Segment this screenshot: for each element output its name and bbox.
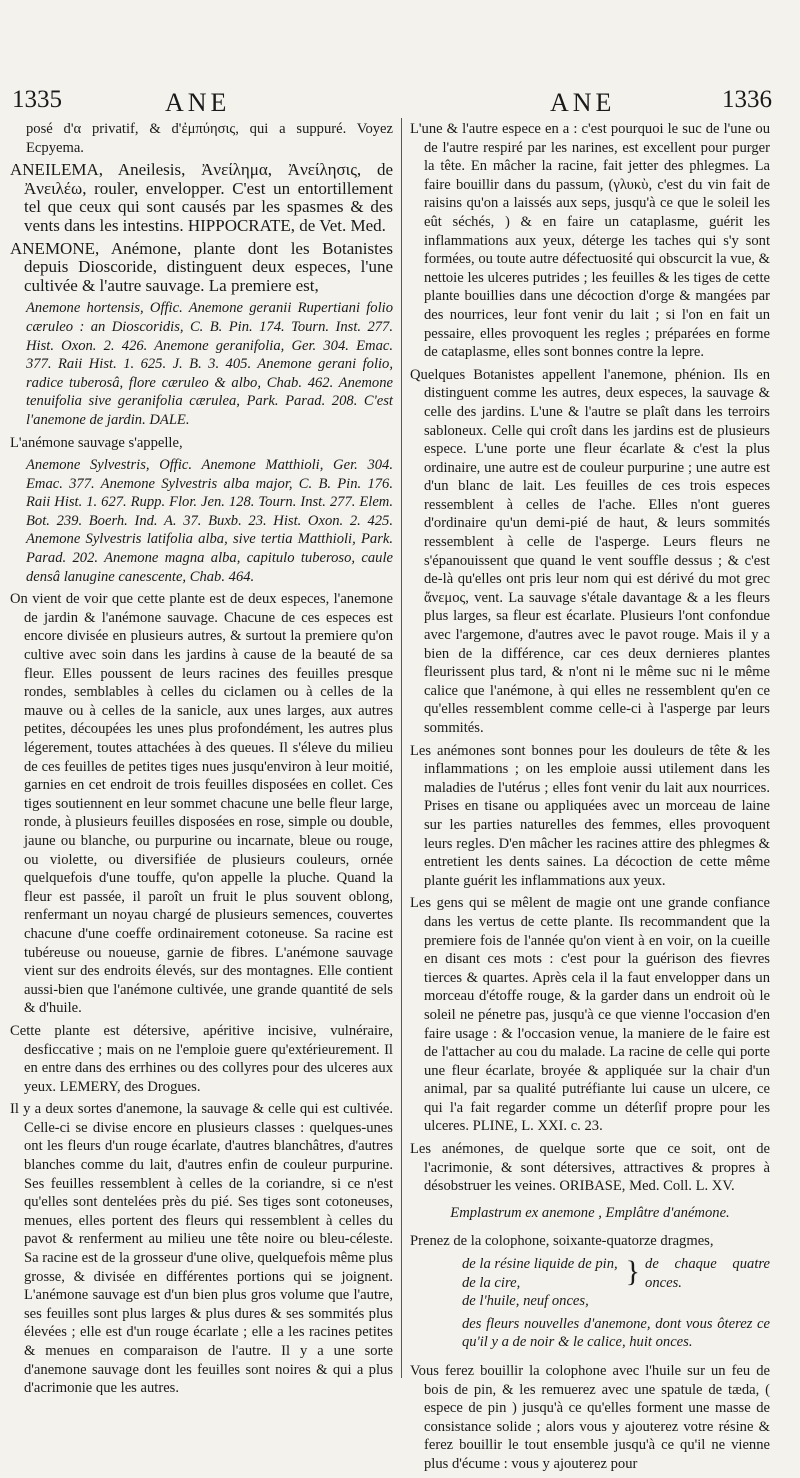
synonym-list: Anemone Sylvestris, Offic. Anemone Matthioli, Ger. 304. Emac. 377. Anemone Sylvestris alba major, C. B. Pin. 176. Raii Hist. 1. 627. Rupp. Flor. Jen. 128. Tourn. Inst. 277. Elem. Bot. 239. Boerh. Ind. A. 37. Buxb. 23. Hist. Oxon. 2. 425. Anemone Sylvestris latifolia alba, sive tertia Matthioli, Park. Parad. 202. Anemone magna alba, capitulo tuberoso, caule densâ lanugine canescente, Chab. 464. xyxy=(26,457,393,585)
brace-glyph: } xyxy=(625,1255,640,1289)
recipe-line: de la cire, xyxy=(462,1274,521,1291)
recipe-line: de la résine liquide de pin, xyxy=(462,1256,618,1273)
paragraph: posé d'α privatif, & d'ἐμπύησις, qui a suppuré. Voyez Ecpyema. xyxy=(26,121,393,156)
paragraph: Les gens qui se mêlent de magie ont une grande confiance dans les vertus de cette plante. Ils recommandent que la premiere fois de l'année qu'on vient à en voir, on la cueille en disant ces mots : c'est pour la guérison des fievres tierces & quartes. Après cela il la faut envelopper dans un morceau d'étoffe rouge, & la garder dans un endroit où le soleil ne pénetre pas, jusqu'à ce que vienne l'occasion d'en faire usage : & l'occasion venue, la maniere de le faire est de l'attacher au cou du malade. La racine de celle qui porte une fleur écarlate, broyée & appliquée sur la chair d'un animal, par sa qualité putréfiante lui cause un ulcere, ce qui l'a fait regarder comme un déterſif propre pour les ulceres. PLINE, L. XXI. c. 23. xyxy=(410,895,770,1135)
page-number-left: 1335 xyxy=(12,86,62,113)
entry-anemone: ANEMONE, Anémone, plante dont les Botanistes depuis Dioscoride, distinguent deux especes, l'une cultivée & l'autre sauvage. La premiere est, xyxy=(10,238,393,295)
paragraph: Quelques Botanistes appellent l'anemone, phénion. Ils en distinguent comme les autres, deux especes, la sauvage & celle des jardins. L'une & l'autre se plaît dans les terroirs sabloneux. Celle qui croît dans les jardins est de plusieurs espece. L'une porte une fleur écarlate & c'est la plus ordinaire, une autre est de couleur purpurine ; une autre est d'un blanc de lait. Les feuilles de ces trois especes ressemblent à celles de l'ache. Elles n'ont gueres d'ordinaire qu'un demi-pié de haut, & leurs sommités ressemblent à celle de l'asperge. Leurs fleurs ne s'épanouissent que quand le vent souffle dessus ; & c'est de-là qu'elles ont pris leur nom qui est dérivé du mot grec ἄνεμος, vent. La sauvage s'étale davantage & a les fleurs plus larges, sa fleur est écarlate. Plusieurs l'ont confondue avec l'argemone, d'autres avec le pavot rouge. Mais il y a bien de la différence, car ces deux dernieres plantes fleurissent plus tard, & n'ont ni le même suc ni le même calice que l'anémone, à qui elles ne ressemblent qu'en ce qu'elles ressemblent comme celle-ci à l'asperge par leurs sommités. xyxy=(410,366,770,736)
recipe-title: Emplastrum ex anemone , Emplâtre d'anémone. xyxy=(450,1204,730,1221)
paragraph: Il y a deux sortes d'anemone, la sauvage & celle qui est cultivée. Celle-ci se divise encore en plusieurs classes : quelques-unes ont les fleurs d'un rouge écarlate, d'autres blanchâtres, d'autres blanches comme du lait, d'autres enfin de couleur purpurine. Ses feuilles ressemblent à celles de la coriandre, si ce n'est qu'elles sont dentelées près du pié. Ses tiges sont cotoneuses, menues, elles portent des fleurs qui ressemblent à celles du pavot & renferment au milieu une tête noire ou bleu-céleste. Sa racine est de la grosseur d'une olive, quelquefois même plus grosse, & divisée en différentes portions qui se joignent. L'anémone sauvage est d'un bien plus gros volume que l'autre, ses feuilles sont plus larges & plus dures & ses sommités plus élevées ; elle est d'un rouge écarlate ; elle a les racines petites & menues en comparaison de l'autre. Il y a une sorte d'anemone sauvage dont les feuilles sont noires & qui a plus d'acrimonie que les autres. xyxy=(10,1101,393,1397)
running-title-left: ANE xyxy=(165,88,231,117)
paragraph: Vous ferez bouillir la colophone avec l'huile sur un feu de bois de pin, & les remuerez avec une spatule de tæda, ( espece de pin ) jusqu'à ce qu'elles forment une masse de consistance solide ; alors vous y ajouterez votre résine & ferez bouillir le tout ensemble jusqu'à ce qu'il ne vienne plus d'écume : vous y ajouterez pour xyxy=(410,1363,770,1472)
recipe-quantity: de chaque quatre onces. xyxy=(645,1256,770,1291)
entry-aneilema: ANEILEMA, Aneilesis, Ἀνείλημα, Ἀνείλησις, de Ἀνειλέω, rouler, envelopper. C'est un entortillement tel que ceux qui sont causés par les spasmes & des vents dans les intestins. HIPPOCRATE, de Vet. Med. xyxy=(10,160,393,235)
running-title-right: ANE xyxy=(550,88,616,117)
right-column xyxy=(410,120,770,1478)
paragraph: Les anémones, de quelque sorte que ce soit, ont de l'acrimonie, & sont détersives, attractives & propres à désobstruer les veines. ORIBASE, Med. Coll. L. XV. xyxy=(410,1141,770,1195)
paragraph: L'anémone sauvage s'appelle, xyxy=(10,434,183,451)
paragraph: Cette plante est détersive, apéritive incisive, vulnéraire, desficcative ; mais on ne l'emploie guere qu'extérieurement. Il en entre dans des errhines ou des collyres pour des ulceres aux yeux. LEMERY, des Drogues. xyxy=(10,1022,393,1095)
recipe-line: Prenez de la colophone, soixante-quatorze dragmes, xyxy=(410,1233,714,1250)
paragraph: L'une & l'autre espece en a : c'est pourquoi le suc de l'une ou de l'autre respiré par les narines, est excellent pour purger la tête. En mâcher la racine, fait jetter des phlegmes. La faire bouillir dans du passum, (γλυκὺ, c'est du vin fait de raisins qu'on a laissés aux seps, jusqu'à ce que le soleil les eût séchés, ) & en faire un cataplasme, guérit les inflammations aux yeux, déterge les taches qui s'y sont formées, ou toute autre défectuosité qui obscurcit la vue, & nettoie les ulceres putrides ; les feuilles & les tiges de cette plante bouillies dans une décoction d'orge & mangées par des nourrices, leur font venir du lait ; si l'on en fait un pessaire, elles provoquent les regles ; préparées en forme de cataplasme, elles sont bonnes contre la lepre. xyxy=(410,121,770,361)
page-number-right: 1336 xyxy=(722,86,772,113)
paragraph: Les anémones sont bonnes pour les douleurs de tête & les inflammations ; on les emploie aussi utilement dans les maladies de l'utérus ; elles font venir du lait aux nourrices. Prises en tisane ou appliquées avec un morceau de laine sur les parties naturelles des femmes, elles provoquent leurs regles. D'en mâcher les racines attire des phlegmes & entretient les dents saines. La décoction de cette même plante guérit les inflammations aux yeux. xyxy=(410,742,770,889)
left-column xyxy=(10,120,393,1402)
paragraph: On vient de voir que cette plante est de deux especes, l'anemone de jardin & l'anémone sauvage. Chacune de ces especes est encore divisée en plusieurs autres, & surtout la premiere qu'on cultive avec soin dans les jardins à cause de la beauté de sa fleur. Elles poussent de leurs racines des feuilles presque rondes, semblables à celles du ciclamen ou à celles de la mauve ou à celles de la sanicle, aux unes larges, aux autres petites, découpées les unes plus profondément, les autres plus légerement, toutes attachées à des queues. Il s'éleve du milieu de ces feuilles de petites tiges nues jusqu'environ à leur moitié, garnies en cet endroit de trois feuilles disposées en collet. Ces tiges soutiennent en leur sommet chacune une belle fleur large, ronde, à plusieurs feuilles disposées en rose, simple ou double, jaune ou blanche, ou purpurine ou incarnate, bleue ou rouge, ou violette, ou diversifiée de plusieurs couleurs, ornée quelquefois d'une touffe, qu'on appelle la pluche. Quand la fleur est passée, il paroît un fruit le plus souvent oblong, renfermant un noyau chargé de plusieurs semences, couvertes chacune d'une coeffe ordinairement cotoneuse. Sa racine est tubéreuse ou noueuse, garnie de fibres. L'anémone sauvage vient sur des endroits élevés, sur des montagnes. Elle contient aussi-bien que l'anémone cultivée, une grande quantité de sels & d'huile. xyxy=(10,591,393,1017)
column-divider xyxy=(401,118,402,1378)
recipe-line: des fleurs nouvelles d'anemone, dont vous ôterez ce qu'il y a de noir & le calice, huit onces. xyxy=(462,1315,770,1351)
synonym-list: Anemone hortensis, Offic. Anemone geranii Rupertiani folio cæruleo : an Dioscoridis, C. B. Pin. 174. Tourn. Inst. 277. Hist. Oxon. 2. 426. Anemone geranifolia, Ger. 304. Emac. 377. Raii Hist. 1. 625. J. B. 3. 405. Anemone gerani folio, radice tuberosâ, flore cæruleo & albo, Chab. 462. Anemone tenuifolia sive geranifolia cærulea, Park. Parad. 208. C'est l'anemone de jardin. DALE. xyxy=(26,300,393,428)
recipe-line: de l'huile, neuf onces, xyxy=(462,1293,589,1310)
recipe-bracket-group xyxy=(410,1255,770,1292)
